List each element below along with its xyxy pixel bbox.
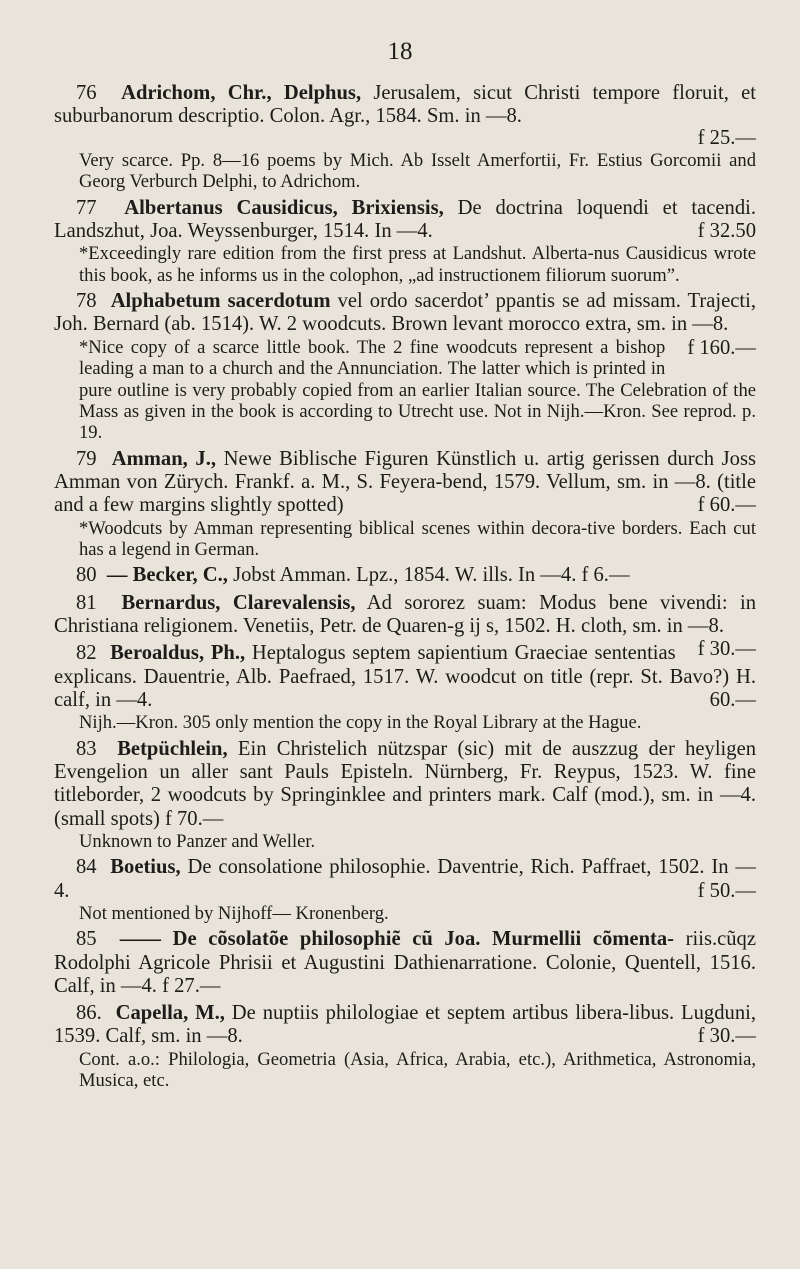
entry-text: 80 — Becker, C., Jobst Amman. Lpz., 1854. W. ills. In —4. f 6.— [76, 564, 630, 587]
entry-76 [54, 82, 756, 193]
entry-85 [54, 928, 756, 998]
entry-77 [54, 197, 756, 286]
entry-text: 79 Amman, J., Newe Biblische Figuren Künstlich u. artig gerissen durch Joss Amman von Zürych. Frankf. a. M., S. Feyera-bend, 1579. Vellum, sm. in —8. (title and a few margins slightly spotted) f 60.— [54, 447, 757, 517]
entry-note: *Exceedingly rare edition from the first press at Landshut. Alberta-nus Causidicus wrote this book, as he informs us in the colophon, „ad instructionem filiorum suorum”. [79, 243, 756, 286]
entry-79 [54, 448, 756, 561]
entry-note: Cont. a.o.: Philologia, Geometria (Asia, Africa, Arabia, etc.), Arithmetica, Astronomia, Musica, etc. [79, 1048, 756, 1092]
entry-text: 83 Betpüchlein, Ein Christelich nützspar (sic) mit de auszzug der heyligen Evengelion un aller sant Pauls Episteln. Nürnberg, Fr. Reypus, 1523. W. fine titleborder, 2 woodcuts by Springinklee and printers mark. Calf (mod.), sm. in —4. (small spots) f 70.— [54, 737, 757, 830]
entry-text: 82 Beroaldus, Ph., Heptalogus septem sapientium Graeciae sententias explicans. Dauentrie, Alb. Paefraed, 1517. W. woodcut on title (repr. St. Bavo?) H. calf, in —4. 60.— [54, 642, 756, 711]
entry-83 [54, 738, 756, 853]
entry-80 [54, 564, 756, 587]
entry-note: Unknown to Panzer and Weller. [79, 830, 316, 852]
entry-text: 81 Bernardus, Clarevalensis, Ad sororez suam: Modus bene vivendi: in Christiana religionem. Venetiis, Petr. de Quaren-g ij s, 1502. H. cloth, sm. in —8. f 30.— [54, 591, 756, 661]
entry-text: 84 Boetius, De consolatione philosophie. Daventrie, Rich. Paffraet, 1502. In —4. f 50.— [54, 856, 757, 902]
entries-list [54, 82, 756, 1096]
entry-text: 85 —— De cõsolatõe philosophiẽ cũ Joa. Murmellii cõmenta- riis.cũqz Rodolphi Agricole Phrisii et Augustini Dathienarratione. Colonie, Quentell, 1516. Calf, in —4. f 27.— [54, 928, 756, 997]
entry-note: Nijh.—Kron. 305 only mention the copy in the Royal Library at the Hague. [79, 712, 642, 734]
entry-note: Not mentioned by Nijhoff— Kronenberg. [79, 902, 389, 924]
entry-text: 76 Adrichom, Chr., Delphus, Jerusalem, sicut Christi tempore floruit, et suburbanorum descriptio. Colon. Agr., 1584. Sm. in —8. [54, 82, 757, 128]
entry-note: *Nice copy of a scarce little book. The 2 fine woodcuts represent a bishop leading a man to a church and the Annunciation. The latter which is printed in pure outline is very probably copied from an earlier Italian source. The Celebration of the Mass as given in the book is according to Utrecht use. Not in Nijh.—Kron. See reprod. p. 19. [79, 336, 756, 444]
entry-78 [54, 290, 756, 444]
entry-note: Very scarce. Pp. 8—16 poems by Mich. Ab Isselt Amerfortii, Fr. Estius Gorcomii and Georg Verburch Delphi, to Adrichom. [79, 149, 756, 193]
entry-text: 78 Alphabetum sacerdotum vel ordo sacerdot’ ppantis se ad missam. Trajecti, Joh. Bernard (ab. 1514). W. 2 woodcuts. Brown levant morocco extra, sm. in —8. f 160.— [54, 290, 756, 359]
entry-82 [54, 642, 756, 733]
entry-text: 86. Capella, M., De nuptiis philologiae et septem artibus libera-libus. Lugduni, 1539. Calf, sm. in —8. f 30.— [54, 1002, 756, 1048]
entry-price: f 25.— [697, 126, 756, 149]
page-number: 18 [387, 38, 413, 65]
entry-86 [54, 1002, 756, 1091]
entry-81 [54, 591, 756, 661]
entry-note: *Woodcuts by Amman representing biblical scenes within decora-tive borders. Each cut has a legend in German. [79, 517, 756, 561]
entry-84 [54, 856, 756, 924]
entry-text: 77 Albertanus Causidicus, Brixiensis, De doctrina loquendi et tacendi. Landszhut, Joa. Weyssenburger, 1514. In —4. f 32.50 [54, 196, 756, 242]
